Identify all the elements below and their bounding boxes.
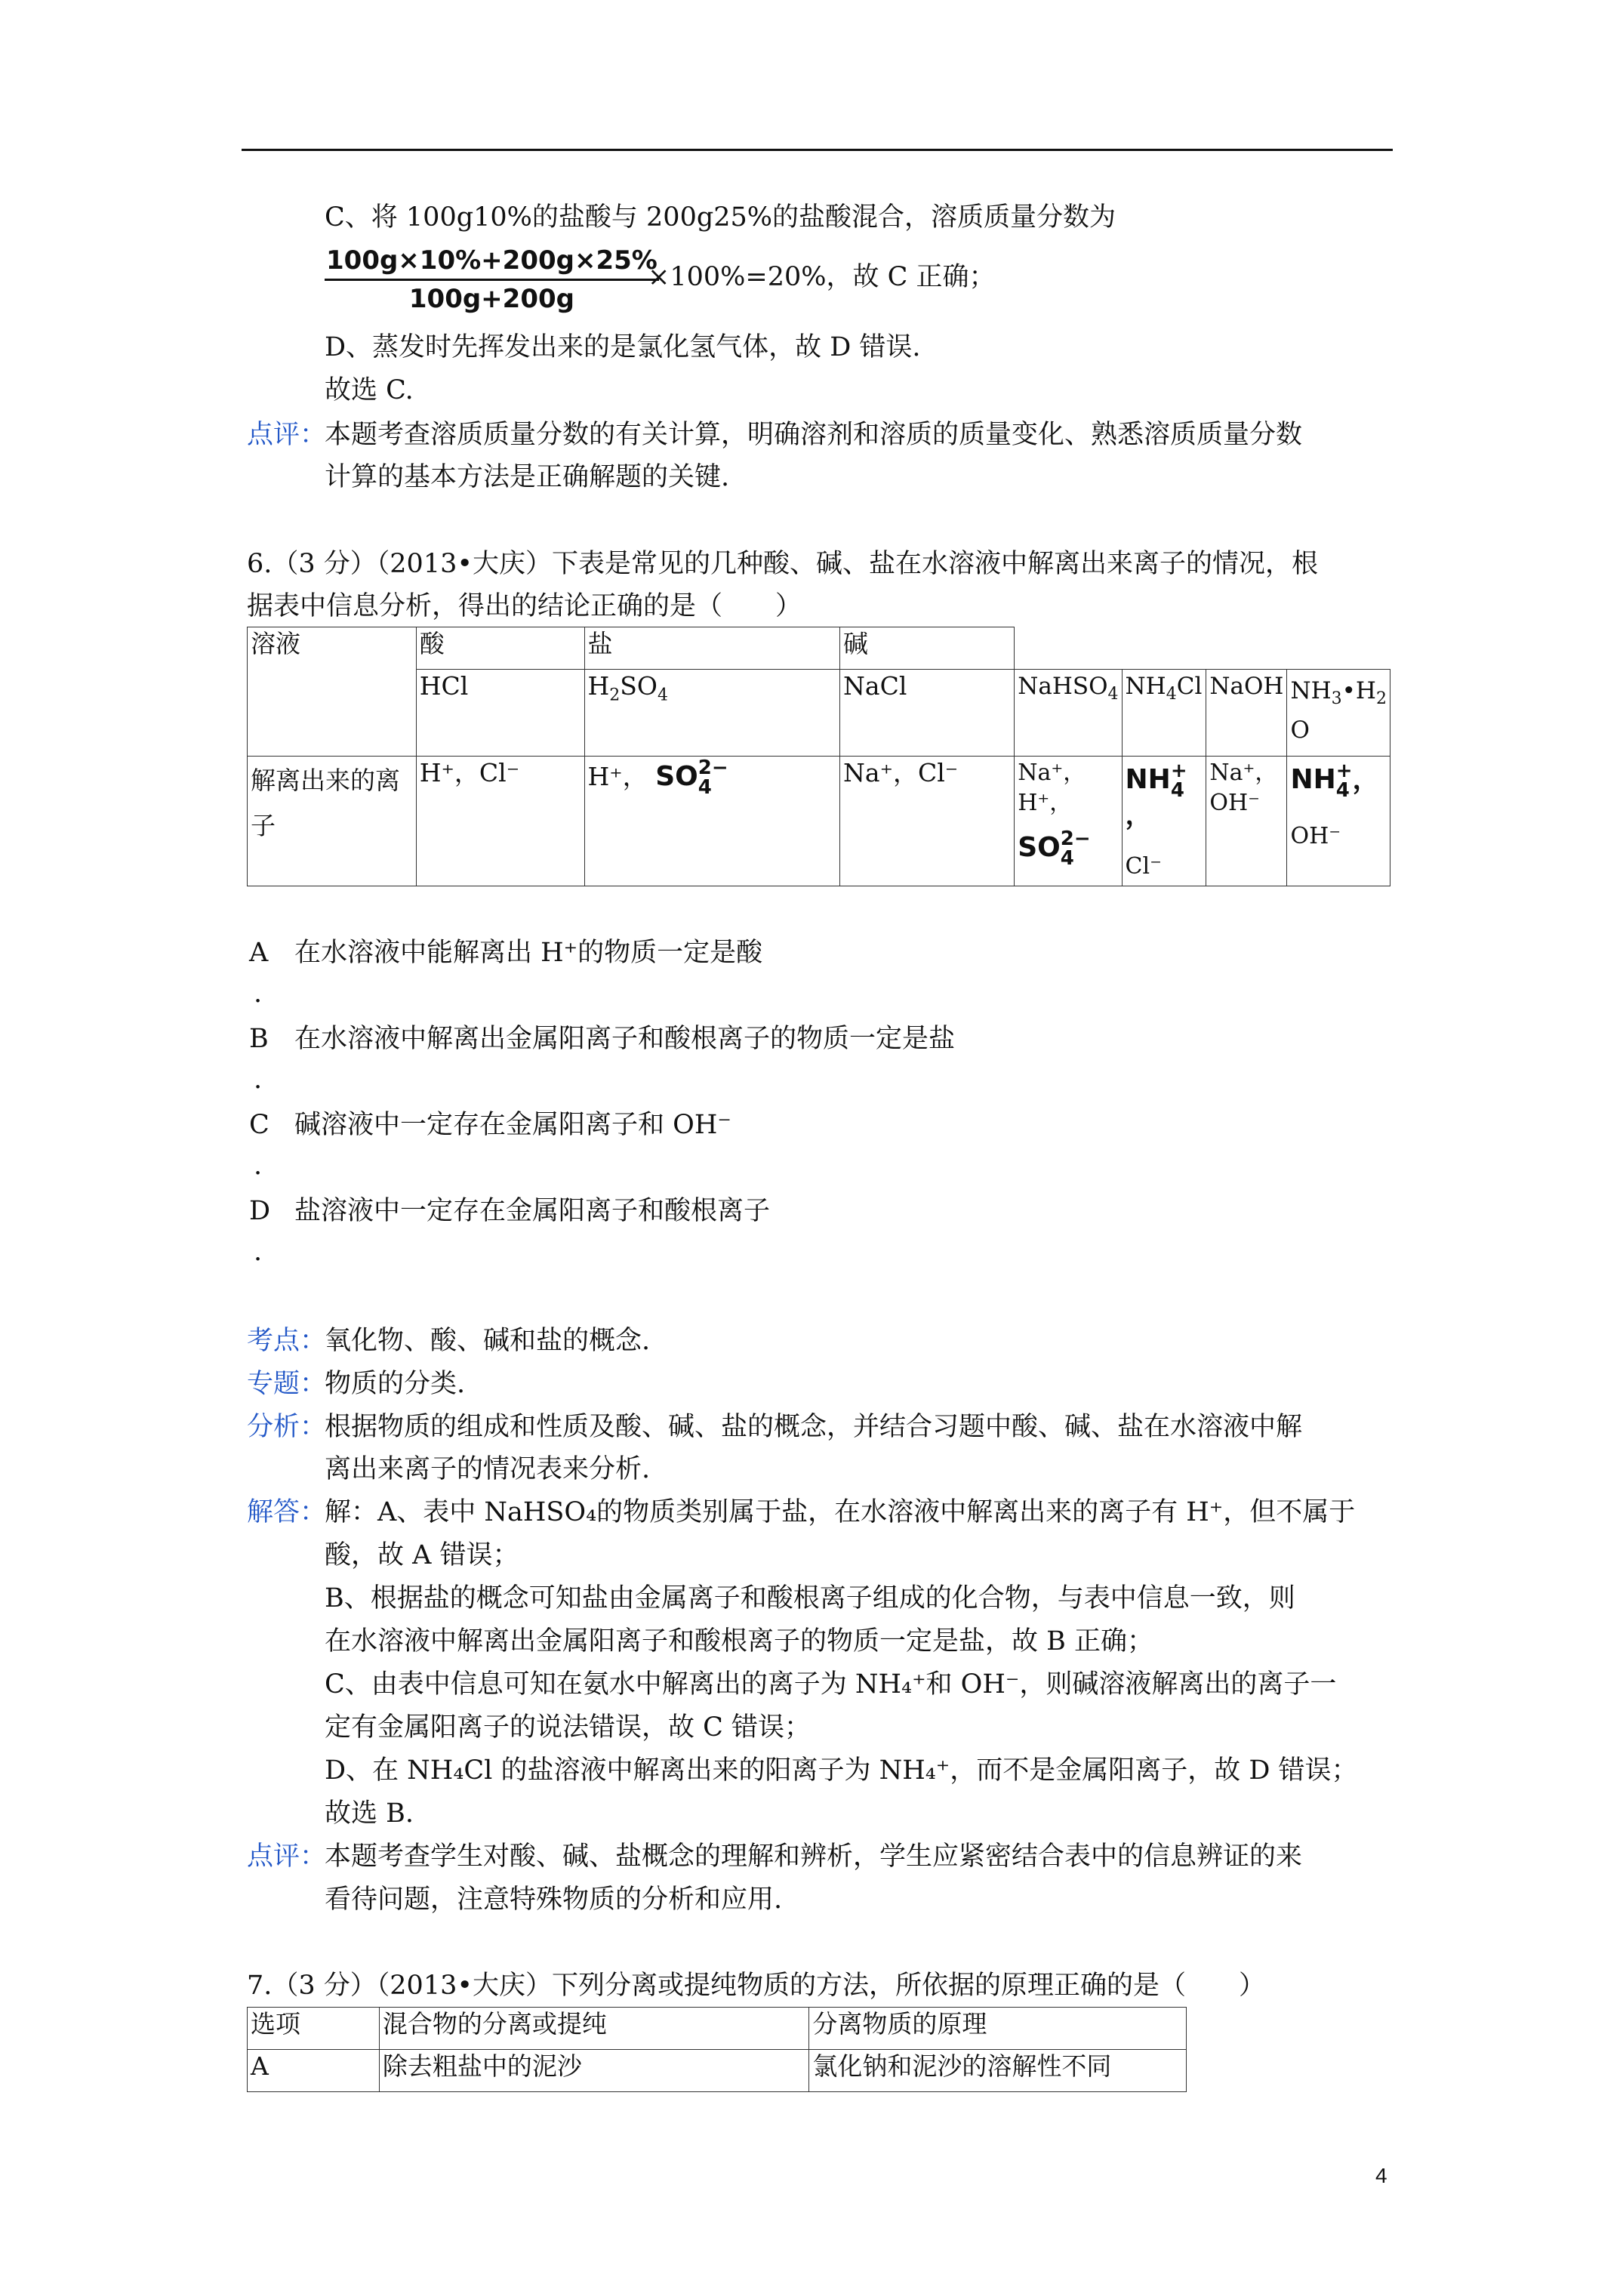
ion-text: H⁺， — [587, 762, 648, 791]
table-cell — [584, 757, 840, 886]
formula-part: NaHSO — [1018, 673, 1108, 700]
option-a-letter: A — [249, 938, 269, 968]
ion-text: Na⁺， — [1209, 760, 1278, 786]
superscript: 2− — [698, 757, 728, 779]
q5-answer: 故选 C. — [325, 375, 414, 405]
table-cell — [1122, 670, 1206, 757]
jieda-5: C、由表中信息可知在氨水中解离出的离子为 NH₄⁺和 OH⁻，则碱溶液解离出的离子一 — [325, 1669, 1337, 1700]
table-cell — [1122, 757, 1206, 886]
fenxi-1: 根据物质的组成和性质及酸、碱、盐的概念，并结合习题中酸、碱、盐在水溶液中解 — [325, 1412, 1303, 1442]
subscript: 4 — [1166, 685, 1177, 704]
formula-part: NH — [1290, 764, 1336, 795]
option-dot: . — [254, 978, 263, 1009]
superscript: + — [1335, 760, 1353, 782]
q5-comment-2: 计算的基本方法是正确解题的关键. — [325, 462, 730, 492]
table-cell — [1206, 757, 1287, 886]
option-c-text: 碱溶液中一定存在金属阳离子和 OH⁻ — [294, 1110, 731, 1140]
formula-part: SO — [620, 671, 658, 701]
header-rule — [242, 149, 1393, 151]
table-cell: NaOH — [1206, 670, 1287, 757]
table-row — [248, 2008, 1187, 2050]
ion-text: Cl⁻ — [1125, 853, 1162, 880]
q5-fraction-tail: ×100%=20%，故 C 正确； — [648, 262, 996, 292]
table-row — [248, 757, 1390, 886]
table-cell: 除去粗盐中的泥沙 — [379, 2050, 809, 2092]
formula-part: •H — [1341, 677, 1376, 704]
superscript: 2− — [1060, 827, 1091, 850]
dianping-label: 点评： — [247, 1841, 327, 1872]
jieda-1: 解：A、表中 NaHSO₄的物质类别属于盐，在水溶液中解离出来的离子有 H⁺，但不属于 — [325, 1497, 1356, 1527]
table-row — [248, 627, 1390, 670]
q5-comment-label: 点评： — [247, 420, 327, 450]
table-cell-empty — [1015, 627, 1390, 670]
q6-stem-1: 6.（3 分）（2013•大庆）下表是常见的几种酸、碱、盐在水溶液中解离出来离子的情况，根 — [247, 549, 1319, 579]
table-cell: 分离物质的原理 — [809, 2008, 1187, 2050]
q5-option-d-line: D、蒸发时先挥发出来的是氯化氢气体，故 D 错误. — [325, 332, 921, 362]
table-row — [248, 670, 1390, 757]
ammonium-ion — [1126, 761, 1203, 831]
q5-fraction — [325, 245, 659, 314]
subscript: 4 — [1170, 779, 1184, 802]
jieda-2: 酸，故 A 错误； — [325, 1540, 519, 1570]
ammonium-ion — [1290, 761, 1387, 800]
jieda-6: 定有金属阳离子的说法错误，故 C 错误； — [325, 1712, 812, 1743]
subscript: 4 — [1335, 779, 1350, 802]
page-number: 4 — [1375, 2164, 1387, 2187]
formula-part: SO — [655, 761, 698, 792]
ion-text: OH⁻ — [1290, 823, 1341, 849]
option-d-text: 盐溶液中一定存在金属阳离子和酸根离子 — [294, 1196, 771, 1226]
ion-text: OH⁻ — [1209, 790, 1260, 816]
subscript: 3 — [1331, 689, 1342, 709]
table-cell: 酸 — [416, 627, 584, 670]
comma: ， — [1125, 800, 1153, 831]
table-cell: 盐 — [584, 627, 840, 670]
fenxi-label: 分析： — [247, 1412, 327, 1442]
formula-part: SO — [1018, 832, 1061, 863]
table-cell: A — [248, 2050, 380, 2092]
option-b-text: 在水溶液中解离出金属阳离子和酸根离子的物质一定是盐 — [294, 1024, 956, 1054]
table-cell — [1015, 670, 1122, 757]
ion-text: Na⁺，H⁺， — [1018, 760, 1086, 816]
comma: ， — [1352, 764, 1380, 795]
subscript: 4 — [657, 686, 668, 705]
formula-part: O — [1290, 717, 1310, 744]
fraction-denominator: 100g+200g — [408, 284, 574, 314]
option-c-letter: C — [249, 1110, 269, 1140]
q5-option-c-line: C、将 100g10%的盐酸与 200g25%的盐酸混合，溶质质量分数为 — [325, 202, 1116, 233]
table-cell: NaCl — [840, 670, 1015, 757]
sulfate-ion — [655, 757, 728, 799]
kaodian-label: 考点： — [247, 1326, 327, 1356]
jieda-3: B、根据盐的概念可知盐由金属离子和酸根离子组成的化合物，与表中信息一致，则 — [325, 1583, 1295, 1613]
option-b-letter: B — [249, 1024, 269, 1054]
table-cell: 选项 — [248, 2008, 380, 2050]
sulfate-ion — [1018, 829, 1118, 868]
table-cell: 解离出来的离子 — [248, 757, 417, 886]
zhuanti-text: 物质的分类. — [325, 1369, 466, 1399]
table-cell — [1287, 757, 1390, 886]
formula-part: H — [587, 671, 610, 701]
jieda-8: 故选 B. — [325, 1798, 414, 1829]
formula-part: Cl — [1176, 673, 1203, 700]
dianping-1: 本题考查学生对酸、碱、盐概念的理解和辨析，学生应紧密结合表中的信息辨证的来 — [325, 1841, 1303, 1872]
table-cell — [1287, 670, 1390, 757]
table-cell — [1015, 757, 1122, 886]
subscript: 4 — [1107, 685, 1119, 704]
formula-part: NH — [1290, 677, 1332, 704]
zhuanti-label: 专题： — [247, 1369, 327, 1399]
table-cell: 混合物的分离或提纯 — [379, 2008, 809, 2050]
table-cell: 溶液 — [248, 627, 417, 757]
subscript: 4 — [698, 776, 712, 799]
subscript: 2 — [609, 686, 621, 705]
table-cell: Na⁺，Cl⁻ — [840, 757, 1015, 886]
jieda-7: D、在 NH₄Cl 的盐溶液中解离出来的阳离子为 NH₄⁺，而不是金属阳离子，故 D 错误； — [325, 1755, 1358, 1786]
table-row — [248, 2050, 1187, 2092]
jieda-label: 解答： — [247, 1497, 327, 1527]
formula-part: NH — [1125, 764, 1171, 795]
separation-table — [247, 2007, 1187, 2092]
fraction-numerator: 100g×10%+200g×25% — [325, 245, 659, 281]
table-cell: HCl — [416, 670, 584, 757]
table-cell: 碱 — [840, 627, 1015, 670]
subscript: 4 — [1060, 847, 1074, 870]
superscript: + — [1170, 760, 1187, 782]
table-cell: 氯化钠和泥沙的溶解性不同 — [809, 2050, 1187, 2092]
option-dot: . — [254, 1151, 263, 1181]
q6-stem-2: 据表中信息分析，得出的结论正确的是（ ） — [247, 591, 802, 621]
ion-table — [247, 627, 1390, 886]
dianping-2: 看待问题，注意特殊物质的分析和应用. — [325, 1885, 783, 1915]
option-d-letter: D — [249, 1196, 271, 1226]
q7-stem: 7.（3 分）（2013•大庆）下列分离或提纯物质的方法，所依据的原理正确的是（ ） — [247, 1971, 1266, 2001]
fenxi-2: 离出来离子的情况表来分析. — [325, 1454, 651, 1484]
formula-part: NH — [1125, 673, 1166, 700]
option-dot: . — [254, 1065, 263, 1095]
subscript: 2 — [1375, 689, 1387, 709]
kaodian-text: 氧化物、酸、碱和盐的概念. — [325, 1326, 651, 1356]
option-dot: . — [254, 1237, 263, 1267]
jieda-4: 在水溶液中解离出金属阳离子和酸根离子的物质一定是盐，故 B 正确； — [325, 1626, 1153, 1657]
table-cell — [584, 670, 840, 757]
table-cell: H⁺，Cl⁻ — [416, 757, 584, 886]
option-a-text: 在水溶液中能解离出 H⁺的物质一定是酸 — [294, 938, 763, 968]
q5-comment-1: 本题考查溶质质量分数的有关计算，明确溶剂和溶质的质量变化、熟悉溶质质量分数 — [325, 420, 1303, 450]
